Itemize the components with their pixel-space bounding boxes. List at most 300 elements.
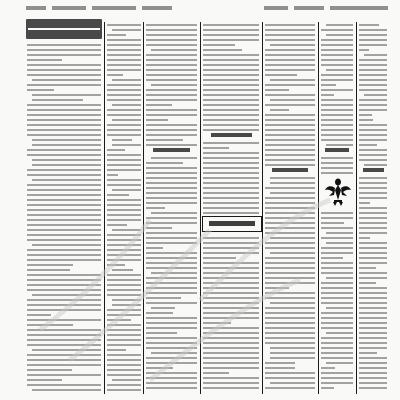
text-line — [265, 362, 295, 364]
text-line — [107, 24, 141, 26]
text-line — [32, 144, 101, 146]
text-line — [151, 212, 197, 214]
text-line — [359, 64, 387, 66]
text-line — [107, 354, 141, 356]
text-line — [146, 114, 197, 116]
text-line — [203, 247, 259, 249]
text-line — [107, 84, 141, 86]
text-line — [112, 304, 141, 306]
text-line — [203, 29, 259, 31]
text-line — [146, 74, 197, 76]
text-line — [270, 79, 315, 81]
text-line — [270, 357, 315, 359]
text-line — [265, 59, 315, 61]
text-line — [321, 262, 353, 264]
text-line — [27, 134, 101, 136]
text-line — [359, 129, 387, 131]
column-7-heading — [0, 0, 1, 1]
text-line — [146, 134, 197, 136]
text-line — [203, 352, 259, 354]
text-line — [107, 124, 141, 126]
text-line — [32, 159, 101, 161]
text-line — [359, 247, 387, 249]
text-line — [27, 309, 101, 311]
text-line — [265, 207, 315, 209]
text-line — [27, 209, 101, 211]
text-line — [321, 134, 353, 136]
text-line — [359, 307, 387, 309]
text-line — [27, 44, 101, 46]
text-line — [321, 227, 353, 229]
text-line — [27, 324, 73, 326]
text-line — [32, 79, 101, 81]
text-line — [27, 299, 101, 301]
text-line — [265, 337, 315, 339]
text-line — [265, 387, 315, 389]
text-line — [27, 274, 101, 276]
text-line — [359, 257, 387, 259]
column-7 — [358, 20, 388, 396]
text-line — [321, 372, 353, 374]
text-line — [265, 232, 315, 234]
text-line — [265, 197, 315, 199]
text-line — [107, 199, 141, 201]
text-line — [359, 282, 376, 284]
text-line — [265, 322, 315, 324]
text-line — [359, 367, 387, 369]
text-line — [146, 94, 197, 96]
text-line — [265, 119, 315, 121]
text-line — [146, 347, 197, 349]
text-line — [270, 382, 315, 384]
text-line — [146, 247, 163, 249]
text-line — [203, 157, 259, 159]
text-line — [326, 69, 353, 71]
text-line — [359, 232, 387, 234]
text-line — [146, 222, 197, 224]
text-line — [146, 182, 197, 184]
text-line — [359, 382, 387, 384]
text-line — [27, 279, 101, 281]
text-line — [146, 139, 183, 141]
text-line — [146, 124, 197, 126]
text-line — [265, 332, 315, 334]
text-line — [321, 317, 353, 319]
text-line — [27, 239, 101, 241]
text-line — [112, 29, 141, 31]
text-line — [146, 202, 197, 204]
text-line — [203, 84, 259, 86]
text-line — [359, 187, 387, 189]
text-line — [107, 174, 118, 176]
text-line — [107, 114, 141, 116]
text-line — [359, 352, 377, 354]
text-line — [107, 339, 141, 341]
text-line — [146, 367, 173, 369]
text-line — [112, 139, 132, 141]
text-line — [203, 147, 229, 149]
text-line — [203, 124, 259, 126]
text-line — [359, 292, 387, 294]
text-line — [321, 129, 353, 131]
text-line — [359, 69, 387, 71]
text-line — [107, 344, 141, 346]
text-line — [203, 342, 259, 344]
text-line — [27, 249, 101, 251]
text-line — [321, 124, 353, 126]
text-line — [107, 234, 141, 236]
text-line — [107, 169, 141, 171]
text-line — [146, 322, 197, 324]
text-line — [203, 242, 259, 244]
text-line — [32, 94, 101, 96]
text-line — [265, 297, 315, 299]
text-line — [203, 302, 259, 304]
text-line — [27, 269, 70, 271]
text-line — [203, 332, 259, 334]
text-line — [203, 69, 259, 71]
text-line — [27, 329, 101, 331]
column-1 — [26, 20, 102, 396]
text-line — [359, 312, 387, 314]
text-line — [321, 59, 353, 61]
text-line — [326, 232, 353, 234]
text-line — [27, 314, 51, 316]
text-line — [265, 84, 315, 86]
text-line — [265, 372, 315, 374]
text-line — [203, 54, 259, 56]
text-line — [27, 224, 101, 226]
text-line — [364, 164, 387, 166]
text-line — [32, 99, 83, 101]
text-line — [326, 332, 353, 334]
text-line — [146, 242, 197, 244]
text-line — [112, 104, 141, 106]
text-line — [27, 104, 101, 106]
text-line — [107, 164, 141, 166]
text-line — [321, 172, 353, 174]
text-line — [107, 239, 141, 241]
text-line — [107, 204, 141, 206]
text-line — [321, 247, 353, 249]
text-line — [203, 292, 259, 294]
text-line — [321, 109, 353, 111]
text-line — [203, 297, 259, 299]
text-line — [321, 104, 353, 106]
text-line — [265, 159, 315, 161]
text-line — [32, 294, 101, 296]
text-line — [359, 277, 387, 279]
text-line — [321, 357, 353, 359]
text-line — [27, 344, 101, 346]
text-line — [203, 59, 259, 61]
text-line — [27, 49, 101, 51]
text-line — [146, 232, 197, 234]
text-line — [112, 79, 141, 81]
text-line — [203, 272, 259, 274]
text-line — [146, 89, 197, 91]
text-line — [203, 142, 259, 144]
text-line — [265, 342, 315, 344]
column-heading-bar — [153, 148, 190, 152]
text-line — [321, 162, 353, 164]
text-line — [107, 194, 129, 196]
text-line — [326, 144, 353, 146]
text-line — [321, 237, 353, 239]
text-line — [107, 94, 141, 96]
text-line — [359, 357, 387, 359]
text-line — [107, 249, 141, 251]
text-line — [359, 287, 387, 289]
garuda-emblem-icon — [325, 176, 351, 206]
text-line — [107, 129, 141, 131]
text-line — [146, 172, 197, 174]
column-rule — [262, 22, 263, 394]
text-line — [265, 292, 315, 294]
text-line — [321, 74, 353, 76]
text-line — [107, 224, 127, 226]
text-line — [107, 184, 141, 186]
text-line — [359, 242, 387, 244]
text-line — [146, 99, 197, 101]
text-line — [359, 317, 387, 319]
text-line — [146, 144, 197, 146]
text-line — [265, 124, 315, 126]
text-line — [203, 317, 259, 319]
text-line — [359, 114, 372, 116]
text-line — [265, 307, 315, 309]
text-line — [146, 64, 197, 66]
text-line — [146, 372, 197, 374]
column-rule — [356, 22, 357, 394]
text-line — [146, 24, 197, 26]
text-line — [107, 69, 141, 71]
text-line — [146, 207, 165, 209]
text-line — [321, 29, 353, 31]
text-line — [321, 342, 353, 344]
text-line — [321, 282, 353, 284]
text-line — [146, 297, 181, 299]
text-line — [265, 212, 315, 214]
text-line — [146, 39, 197, 41]
text-line — [146, 317, 197, 319]
text-line — [265, 164, 315, 166]
text-line — [107, 349, 126, 351]
text-line — [203, 172, 259, 174]
text-line — [146, 342, 197, 344]
text-line — [27, 174, 101, 176]
text-line — [270, 192, 315, 194]
text-line — [270, 177, 315, 179]
text-line — [270, 99, 315, 101]
text-line — [321, 347, 353, 349]
text-line — [107, 244, 141, 246]
text-line — [107, 374, 141, 376]
text-line — [146, 187, 197, 189]
text-line — [107, 329, 141, 331]
text-line — [146, 327, 197, 329]
text-line — [321, 167, 353, 169]
column-heading-bar — [325, 148, 349, 152]
text-line — [146, 382, 197, 384]
text-line — [359, 154, 387, 156]
column-2 — [106, 20, 142, 396]
text-line — [326, 362, 353, 364]
text-line — [27, 184, 101, 186]
text-line — [321, 217, 353, 219]
text-line — [146, 217, 197, 219]
text-line — [112, 379, 141, 381]
text-line — [32, 179, 101, 181]
text-line — [265, 202, 315, 204]
text-line — [265, 317, 315, 319]
text-line — [321, 377, 353, 379]
text-line — [265, 242, 315, 244]
text-line — [359, 139, 387, 141]
text-line — [265, 114, 315, 116]
text-line — [146, 267, 197, 269]
text-line — [146, 34, 197, 36]
column-rule — [143, 22, 144, 394]
text-line — [107, 109, 141, 111]
text-line — [27, 74, 101, 76]
text-line — [27, 214, 101, 216]
text-line — [203, 347, 259, 349]
text-line — [265, 272, 315, 274]
text-line — [265, 134, 315, 136]
text-line — [321, 322, 353, 324]
text-line — [107, 39, 141, 41]
text-line — [270, 347, 315, 349]
text-line — [146, 79, 197, 81]
text-line — [265, 29, 315, 31]
text-line — [359, 332, 387, 334]
text-line — [265, 327, 315, 329]
text-line — [203, 357, 259, 359]
text-line — [27, 169, 101, 171]
text-line — [203, 207, 259, 209]
text-line — [27, 289, 101, 291]
text-line — [321, 212, 353, 214]
column-heading-bar — [211, 133, 252, 137]
text-line — [112, 119, 141, 121]
text-line — [203, 104, 259, 106]
text-line — [326, 242, 353, 244]
text-line — [203, 167, 259, 169]
text-line — [321, 292, 353, 294]
text-line — [359, 149, 387, 151]
text-line — [321, 382, 353, 384]
text-line — [265, 257, 315, 259]
text-line — [203, 44, 235, 46]
text-line — [203, 89, 259, 91]
text-line — [146, 162, 183, 164]
text-line — [359, 262, 387, 264]
text-line — [151, 272, 197, 274]
text-line — [107, 334, 141, 336]
text-line — [265, 74, 297, 76]
text-line — [265, 377, 315, 379]
text-line — [151, 84, 197, 86]
text-line — [203, 327, 259, 329]
text-line — [112, 299, 141, 301]
text-line — [359, 79, 387, 81]
text-line — [359, 252, 387, 254]
text-line — [359, 24, 379, 26]
text-line — [359, 144, 377, 146]
text-line — [359, 302, 387, 304]
text-line — [146, 192, 197, 194]
text-line — [146, 197, 197, 199]
text-line — [32, 389, 101, 391]
text-line — [203, 109, 259, 111]
text-line — [265, 267, 315, 269]
text-line — [27, 354, 101, 356]
text-line — [112, 144, 141, 146]
text-line — [203, 362, 259, 364]
text-line — [27, 284, 101, 286]
text-line — [321, 139, 353, 141]
text-line — [321, 39, 353, 41]
text-line — [27, 189, 101, 191]
text-line — [203, 387, 259, 389]
column-6 — [320, 20, 354, 396]
text-line — [27, 204, 101, 206]
text-line — [265, 227, 315, 229]
text-line — [107, 219, 141, 221]
text-line — [107, 34, 126, 36]
text-line — [203, 24, 259, 26]
text-line — [32, 349, 101, 351]
text-line — [265, 287, 289, 289]
text-line — [151, 49, 197, 51]
text-line — [359, 134, 387, 136]
text-line — [321, 94, 334, 96]
text-line — [146, 262, 197, 264]
text-line — [359, 327, 387, 329]
text-line — [203, 282, 259, 284]
column-5 — [264, 20, 316, 396]
text-line — [203, 267, 259, 269]
text-line — [32, 139, 101, 141]
text-line — [107, 364, 141, 366]
text-line — [107, 254, 141, 256]
text-line — [27, 359, 101, 361]
text-line — [203, 187, 259, 189]
text-line — [203, 372, 229, 374]
text-line — [265, 217, 315, 219]
text-line — [107, 289, 141, 291]
text-line — [146, 252, 197, 254]
text-line — [265, 39, 315, 41]
text-line — [265, 187, 315, 189]
text-line — [203, 212, 259, 214]
text-line — [203, 114, 259, 116]
text-line — [321, 119, 353, 121]
text-line — [27, 339, 101, 341]
text-line — [321, 302, 353, 304]
text-line — [146, 387, 197, 389]
text-line — [203, 202, 259, 204]
text-line — [359, 207, 387, 209]
text-line — [27, 259, 101, 261]
text-line — [27, 84, 101, 86]
text-line — [270, 109, 289, 111]
text-line — [107, 149, 125, 151]
text-line — [112, 269, 133, 271]
text-line — [107, 264, 125, 266]
text-line — [107, 309, 141, 311]
